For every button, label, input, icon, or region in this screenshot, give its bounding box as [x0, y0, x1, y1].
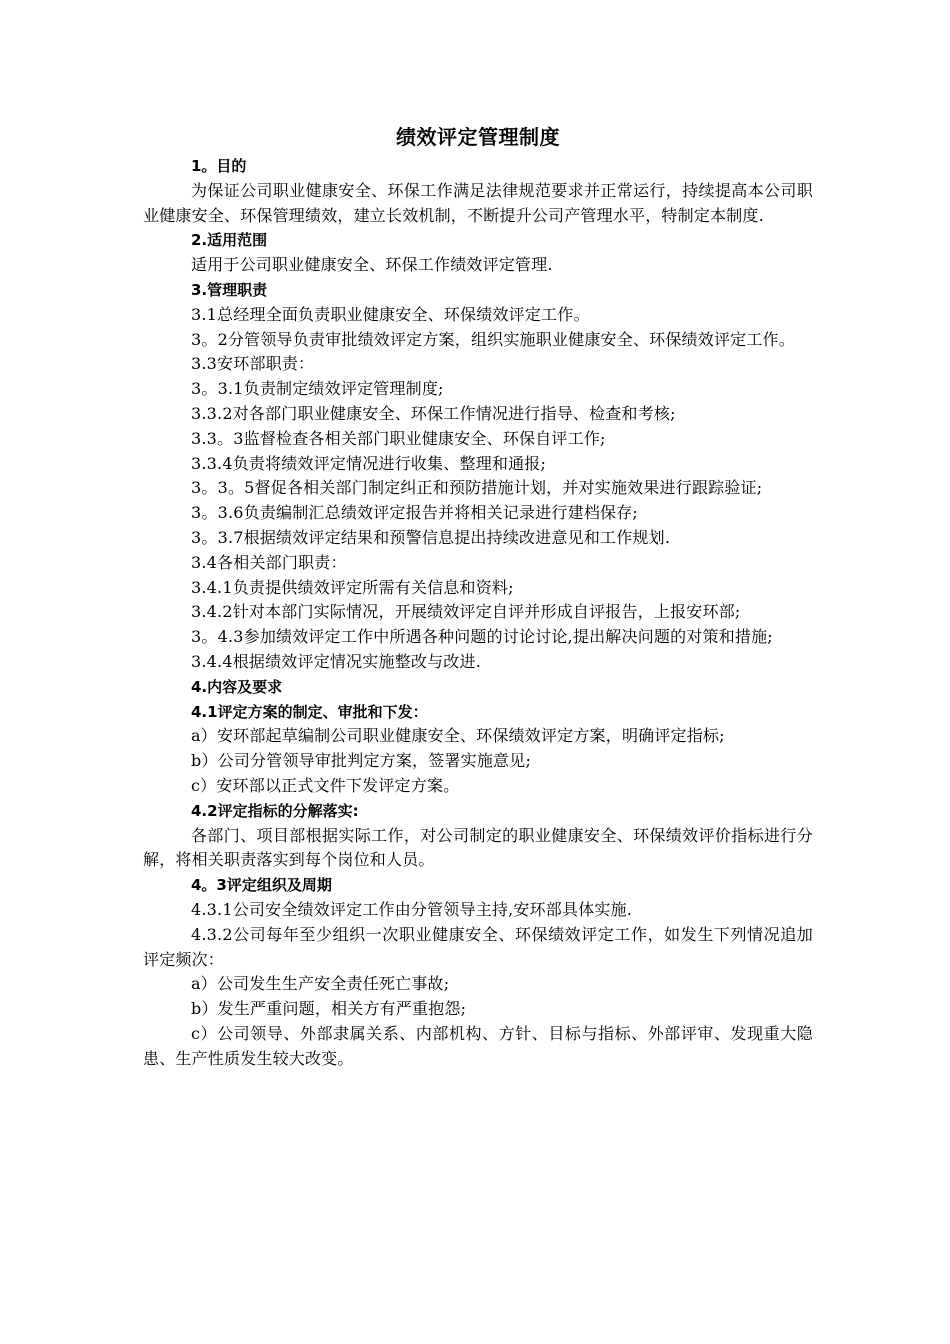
- paragraph: 3.3。3监督检查各相关部门职业健康安全、环保自评工作;: [191, 428, 606, 448]
- list-item: b）发生严重问题，相关方有严重抱怨;: [191, 999, 467, 1019]
- section-heading: 1。目的: [191, 157, 247, 175]
- paragraph: 3.3安环部职责：: [191, 354, 315, 374]
- list-item: a）安环部起草编制公司职业健康安全、环保绩效评定方案，明确评定指标;: [191, 726, 725, 746]
- paragraph: 4.3.1公司安全绩效评定工作由分管领导主持,安环部具体实施.: [191, 899, 633, 919]
- paragraph: 3。3。5督促各相关部门制定纠正和预防措施计划，并对实施效果进行跟踪验证;: [191, 478, 763, 498]
- paragraph: 3.4.4根据绩效评定情况实施整改与改进.: [191, 651, 481, 671]
- paragraph: 3.3.2对各部门职业健康安全、环保工作情况进行指导、检查和考核;: [191, 403, 676, 423]
- paragraph: 各部门、项目部根据实际工作，对公司制定的职业健康安全、环保绩效评价指标进行分解，将相关职责落实到每个岗位和人员。: [143, 825, 813, 870]
- paragraph: 3.3.4负责将绩效评定情况进行收集、整理和通报;: [191, 453, 547, 473]
- paragraph: 适用于公司职业健康安全、环保工作绩效评定管理.: [191, 255, 553, 275]
- subsection-heading: 4.1评定方案的制定、审批和下发：: [191, 702, 428, 721]
- paragraph: 3.4.2针对本部门实际情况，开展绩效评定自评并形成自评报告，上报安环部;: [191, 602, 741, 622]
- paragraph: 3.4.1负责提供绩效评定所需有关信息和资料;: [191, 577, 514, 597]
- subsection-heading: 4。3评定组织及周期: [191, 876, 332, 895]
- paragraph: 3。4.3参加绩效评定工作中所遇各种问题的讨论讨论,提出解决问题的对策和措施;: [191, 627, 773, 647]
- list-item: c）安环部以正式文件下发评定方案。: [191, 775, 460, 795]
- paragraph: 3。2分管领导负责审批绩效评定方案，组织实施职业健康安全、环保绩效评定工作。: [191, 329, 795, 349]
- document-title: 绩效评定管理制度: [396, 125, 560, 149]
- list-item: b）公司分管领导审批判定方案，签署实施意见;: [191, 751, 532, 771]
- section-heading: 3.管理职责: [191, 280, 268, 299]
- paragraph: 为保证公司职业健康安全、环保工作满足法律规范要求并正常运行，持续提高本公司职业健康安全、环保管理绩效，建立长效机制，不断提升公司产管理水平，特制定本制度.: [143, 180, 813, 225]
- paragraph: 4.3.2公司每年至少组织一次职业健康安全、环保绩效评定工作，如发生下列情况追加评定频次：: [143, 924, 813, 969]
- paragraph: 3。3.6负责编制汇总绩效评定报告并将相关记录进行建档保存;: [191, 503, 639, 523]
- document-body: [143, 122, 813, 1071]
- paragraph: 3。3.1负责制定绩效评定管理制度;: [191, 379, 444, 399]
- section-heading: 4.内容及要求: [191, 677, 283, 696]
- section-heading: 2.适用范围: [191, 231, 268, 250]
- paragraph: 3.4各相关部门职责：: [191, 552, 347, 572]
- list-item: c）公司领导、外部隶属关系、内部机构、方针、目标与指标、外部评审、发现重大隐患、生产性质发生较大改变。: [143, 1023, 813, 1068]
- paragraph: 3。3.7根据绩效评定结果和预警信息提出持续改进意见和工作规划.: [191, 527, 671, 547]
- subsection-heading: 4.2评定指标的分解落实:: [191, 801, 359, 820]
- list-item: a）公司发生生产安全责任死亡事故;: [191, 974, 450, 994]
- paragraph: 3.1总经理全面负责职业健康安全、环保绩效评定工作。: [191, 304, 590, 324]
